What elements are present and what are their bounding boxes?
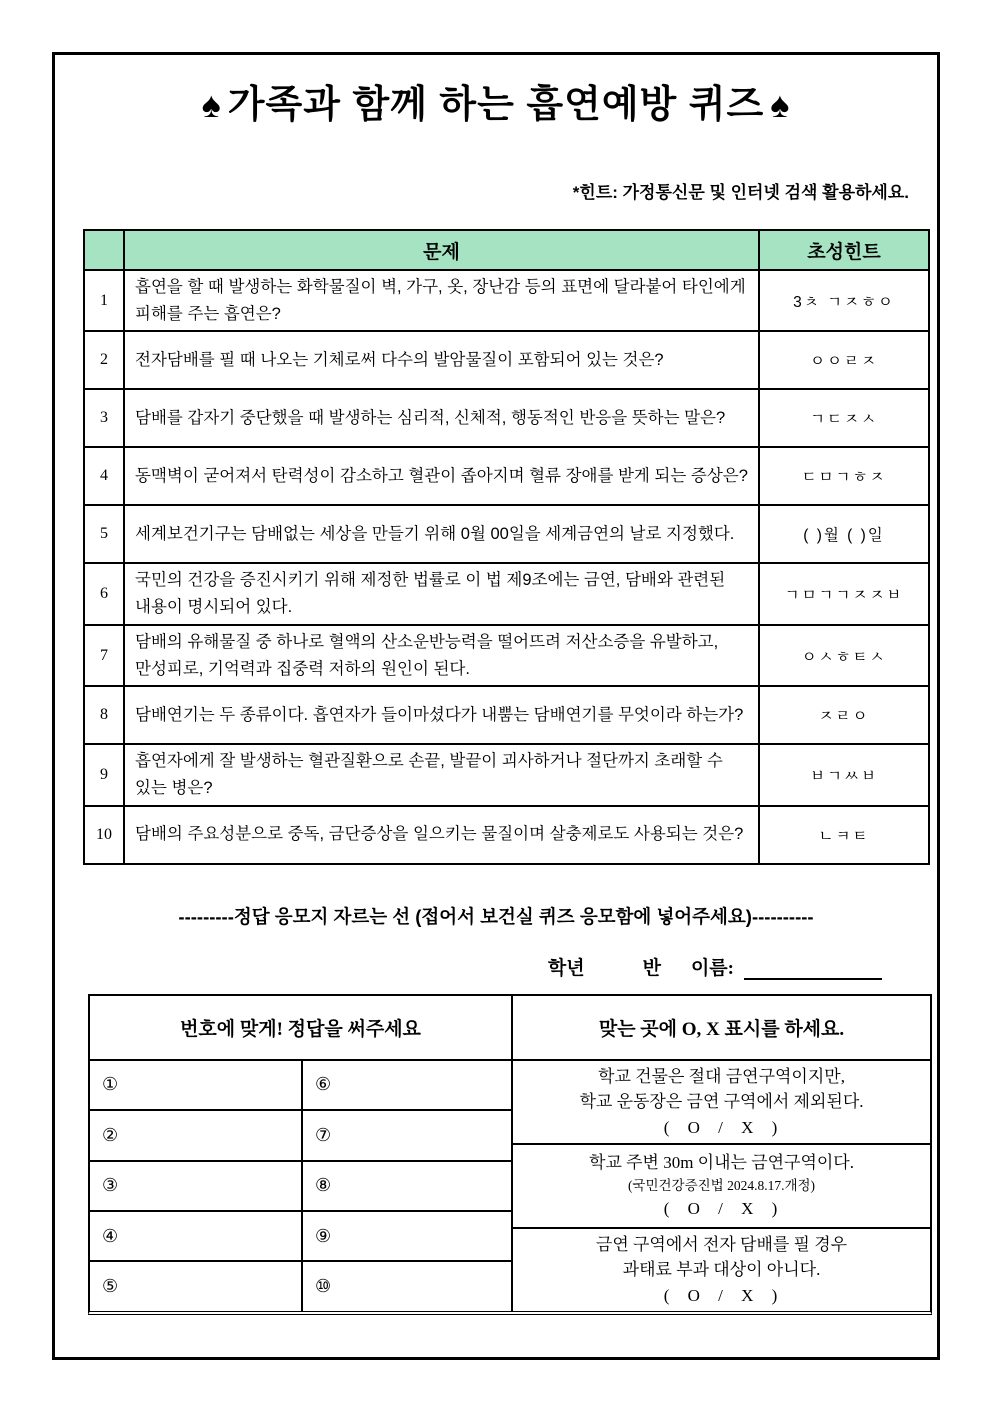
name-input-line[interactable]	[744, 958, 882, 980]
hint-text: ㄱㅁㄱㄱㅈㅈㅂ	[759, 563, 929, 624]
question-number: 8	[84, 686, 124, 744]
spade-icon: ♠	[201, 84, 222, 125]
ox-statement-line: 과태료 부과 대상이 아니다.	[622, 1260, 821, 1279]
ox-choice[interactable]: ( O / X )	[663, 1198, 780, 1218]
quiz-row	[84, 447, 929, 505]
answer-slot-10[interactable]	[301, 1260, 511, 1310]
answer-slot-9[interactable]	[301, 1210, 511, 1260]
grade-label: 학년	[547, 957, 585, 979]
answer-slot-2[interactable]	[90, 1109, 301, 1159]
hint-text: ㄴㅋㅌ	[759, 806, 929, 864]
answer-slot-3[interactable]	[90, 1160, 301, 1210]
ox-statement-line: 학교 주변 30m 이내는 금연구역이다.	[589, 1153, 854, 1173]
circled-number: ①	[102, 1074, 119, 1095]
hint-text: ㅇㅇㄹㅈ	[759, 331, 929, 389]
quiz-row	[84, 389, 929, 447]
name-label: 이름:	[690, 957, 734, 979]
question-number: 6	[84, 563, 124, 624]
quiz-table-header	[84, 230, 929, 270]
hint-note: *힌트: 가정통신문 및 인터넷 검색 활용하세요.	[572, 183, 909, 202]
answer-slot-grid	[90, 1059, 511, 1311]
question-text: 국민의 건강을 증진시키기 위해 제정한 법률로 이 법 제9조에는 금연, 담배와 관련된 내용이 명시되어 있다.	[124, 563, 759, 624]
quiz-row	[84, 563, 929, 624]
cut-line-label: ---------정답 응모지 자르는 선 (접어서 보건실 퀴즈 응모함에 넣어주세요)----------	[178, 905, 814, 927]
question-number: 4	[84, 447, 124, 505]
ox-statement-line: 금연 구역에서 전자 담배를 필 경우	[595, 1234, 848, 1254]
ox-choice[interactable]: ( O / X )	[663, 1117, 780, 1137]
hint-column-header: 초성힌트	[759, 230, 929, 270]
question-text: 동맥벽이 굳어져서 탄력성이 감소하고 혈관이 좁아지며 혈류 장애를 받게 되는 증상은?	[124, 447, 759, 505]
question-text: 전자담배를 필 때 나오는 기체로써 다수의 발암물질이 포함되어 있는 것은?	[124, 331, 759, 389]
page-frame	[52, 52, 940, 1360]
spade-icon: ♠	[770, 84, 791, 125]
quiz-row	[84, 686, 929, 744]
question-text: 흡연을 할 때 발생하는 화학물질이 벽, 가구, 옷, 장난감 등의 표면에 달라붙어 타인에게 피해를 주는 흡연은?	[124, 270, 759, 331]
circled-number: ②	[102, 1124, 119, 1145]
ox-statement-line: 학교 운동장은 금연 구역에서 제외된다.	[579, 1092, 864, 1111]
quiz-row	[84, 331, 929, 389]
page-title-text: 가족과 함께 하는 흡연예방 퀴즈	[227, 84, 765, 126]
ox-choice[interactable]: ( O / X )	[663, 1285, 780, 1305]
ox-question-2	[513, 1143, 930, 1227]
answer-slot-8[interactable]	[301, 1160, 511, 1210]
circled-number: ⑤	[102, 1276, 119, 1296]
question-text: 담배연기는 두 종류이다. 흡연자가 들이마셨다가 내뿜는 담배연기를 무엇이라 하는가?	[124, 686, 759, 744]
question-number: 7	[84, 625, 124, 686]
quiz-row	[84, 806, 929, 864]
page-title	[55, 73, 937, 128]
circled-number: ⑥	[315, 1074, 332, 1095]
question-text: 흡연자에게 잘 발생하는 혈관질환으로 손끝, 발끝이 괴사하거나 절단까지 초래할 수 있는 병은?	[124, 744, 759, 805]
circled-number: ⑩	[315, 1276, 332, 1296]
answer-slot-1[interactable]	[90, 1059, 301, 1109]
answer-table	[88, 994, 932, 1315]
question-number: 3	[84, 389, 124, 447]
question-text: 담배의 유해물질 중 하나로 혈액의 산소운반능력을 떨어뜨려 저산소증을 유발하고, 만성피로, 기억력과 집중력 저하의 원인이 된다.	[124, 625, 759, 686]
hint-text: ㄷㅁㄱㅎㅈ	[759, 447, 929, 505]
circled-number: ⑨	[315, 1225, 332, 1246]
hint-text: ㅈㄹㅇ	[759, 686, 929, 744]
hint-text: ㅂㄱㅆㅂ	[759, 744, 929, 805]
quiz-row	[84, 744, 929, 805]
hint-text: ( )월 ( )일	[759, 505, 929, 563]
question-text: 세계보건기구는 담배없는 세상을 만들기 위해 0월 00일을 세계금연의 날로 지정했다.	[124, 505, 759, 563]
answer-slot-6[interactable]	[301, 1059, 511, 1109]
quiz-table	[83, 229, 930, 865]
ox-question-3	[513, 1227, 930, 1311]
answer-slot-5[interactable]	[90, 1260, 301, 1310]
ox-question-column	[511, 1059, 930, 1311]
question-text: 담배의 주요성분으로 중독, 금단증상을 일으키는 물질이며 살충제로도 사용되는 것은?	[124, 806, 759, 864]
circled-number: ⑦	[315, 1124, 332, 1145]
class-label: 반	[642, 957, 661, 979]
hint-text: 3ㅊ ㄱㅈㅎㅇ	[759, 270, 929, 331]
question-number: 2	[84, 331, 124, 389]
name-line	[55, 953, 937, 980]
circled-number: ⑧	[315, 1175, 332, 1196]
ox-statement-note: (국민건강증진법 2024.8.17.개정)	[627, 1177, 816, 1193]
hint-text: ㅇㅅㅎㅌㅅ	[759, 625, 929, 686]
quiz-row	[84, 270, 929, 331]
hint-text: ㄱㄷㅈㅅ	[759, 389, 929, 447]
number-column-header	[84, 230, 124, 270]
quiz-row	[84, 505, 929, 563]
ox-question-1	[513, 1059, 930, 1143]
answers-header: 번호에 맞게! 정답을 써주세요	[180, 1018, 421, 1040]
question-number: 9	[84, 744, 124, 805]
question-column-header: 문제	[124, 230, 759, 270]
question-text: 담배를 갑자기 중단했을 때 발생하는 심리적, 신체적, 행동적인 반응을 뜻하는 말은?	[124, 389, 759, 447]
question-number: 5	[84, 505, 124, 563]
ox-header: 맞는 곳에 O, X 표시를 하세요.	[511, 996, 930, 1059]
question-number: 1	[84, 270, 124, 331]
circled-number: ④	[102, 1225, 119, 1246]
answer-slot-4[interactable]	[90, 1210, 301, 1260]
ox-statement-line: 학교 건물은 절대 금연구역이지만,	[598, 1066, 845, 1086]
answer-table-header	[90, 996, 930, 1059]
circled-number: ③	[102, 1175, 119, 1196]
answer-slot-7[interactable]	[301, 1109, 511, 1159]
quiz-row	[84, 625, 929, 686]
question-number: 10	[84, 806, 124, 864]
